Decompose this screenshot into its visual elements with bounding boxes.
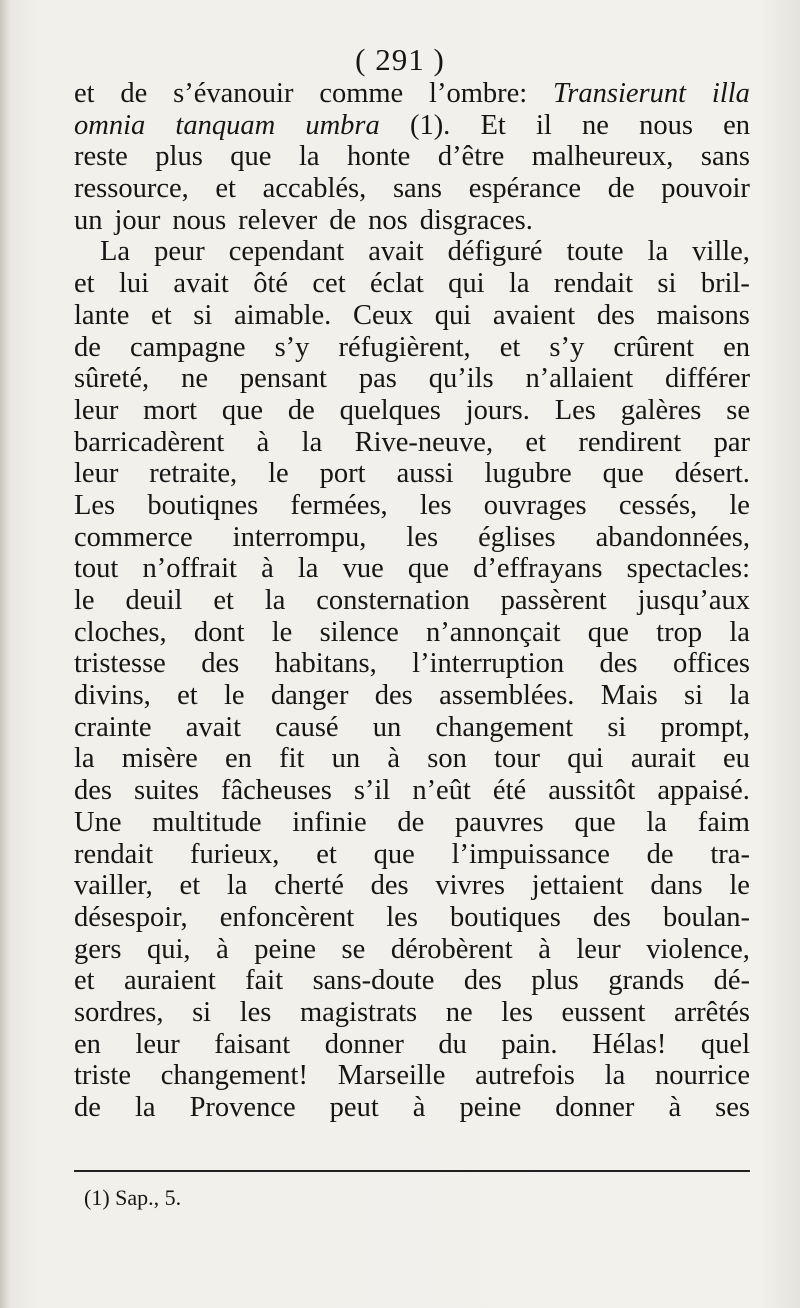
- word: crainte: [74, 711, 152, 743]
- word: bril-: [700, 268, 750, 300]
- text-line: [74, 1029, 750, 1061]
- text-line: [74, 490, 750, 522]
- page-edge-shadow: [0, 0, 10, 1308]
- word: eu: [722, 743, 750, 775]
- text-line: [74, 807, 750, 839]
- word: nous: [639, 109, 693, 141]
- word: à: [412, 1092, 426, 1123]
- text-line: [74, 1060, 750, 1092]
- word: cherté: [274, 870, 344, 902]
- word: à: [538, 933, 551, 965]
- word: les: [501, 996, 533, 1028]
- word: le: [729, 489, 750, 521]
- word: qui: [567, 743, 604, 775]
- word: relever: [238, 204, 318, 236]
- word: les: [406, 521, 439, 553]
- word: multitude: [152, 806, 262, 838]
- word: eussent: [561, 996, 646, 1028]
- word: jusqu’aux: [637, 585, 750, 616]
- text-line: [74, 395, 750, 427]
- word: à: [387, 743, 401, 775]
- word: Marseille: [337, 1060, 446, 1092]
- word: nous: [172, 204, 227, 236]
- word: l’interruption: [412, 648, 565, 680]
- page-number: ( 291 ): [355, 42, 445, 77]
- word: Rive-neuve,: [354, 426, 494, 458]
- word: grands: [608, 965, 685, 997]
- word: silence: [319, 616, 399, 648]
- word: des: [592, 901, 631, 933]
- word: de: [607, 173, 635, 205]
- word: les: [239, 996, 272, 1028]
- word: auraient: [123, 965, 216, 997]
- word: vailler,: [74, 870, 153, 902]
- word: des: [374, 680, 413, 712]
- word: et: [499, 331, 521, 363]
- word: illa: [711, 78, 750, 109]
- word: à: [261, 553, 274, 585]
- word: ne: [582, 109, 609, 141]
- word: éclat: [369, 268, 424, 300]
- word: leur: [74, 458, 119, 490]
- word: lugubre: [484, 458, 572, 490]
- word: un: [372, 711, 402, 743]
- word: aurait: [630, 743, 696, 775]
- word: aimable.: [233, 299, 332, 331]
- word: enfoncèrent: [219, 901, 355, 933]
- word: à: [668, 1092, 682, 1123]
- word: Transierunt: [553, 78, 687, 109]
- word: la: [74, 743, 95, 775]
- word: réfugièrent,: [338, 331, 471, 363]
- word: malheureux,: [531, 141, 674, 173]
- word: boutiques: [449, 901, 561, 933]
- word: omnia: [74, 109, 146, 141]
- word: les: [386, 901, 418, 933]
- word: magistrats: [299, 996, 418, 1028]
- word: que: [407, 553, 450, 585]
- word: n’allaient: [525, 363, 634, 395]
- word: désert.: [674, 458, 750, 490]
- word: passèrent: [500, 585, 607, 616]
- word: et: [74, 268, 95, 300]
- word: sans: [392, 173, 443, 205]
- word: des: [370, 870, 409, 902]
- text-line: [74, 78, 750, 110]
- word: la: [729, 680, 750, 712]
- word: avait: [173, 268, 229, 300]
- word: leur: [576, 933, 621, 965]
- word: pain.: [501, 1028, 558, 1060]
- word: nos: [368, 204, 408, 236]
- word: sans: [700, 141, 750, 173]
- word: quel: [700, 1028, 750, 1060]
- word: jours.: [465, 394, 530, 426]
- word: différer: [665, 363, 750, 395]
- word: comme: [319, 78, 404, 109]
- word: divins,: [74, 680, 151, 712]
- word: retraite,: [149, 458, 238, 490]
- text-line: [74, 300, 750, 332]
- word: peur: [154, 236, 205, 268]
- word: cessés,: [618, 489, 698, 521]
- word: et: [151, 299, 172, 331]
- word: dont: [193, 616, 245, 648]
- word: des: [463, 965, 502, 997]
- word: appaisé.: [657, 775, 750, 807]
- text-line: [74, 775, 750, 807]
- word: pensant: [239, 363, 327, 395]
- word: autrefois: [475, 1060, 575, 1092]
- word: misère: [121, 743, 198, 775]
- word: la: [298, 141, 320, 173]
- word: de: [646, 838, 674, 870]
- word: il: [535, 109, 552, 141]
- text-line: [74, 205, 750, 237]
- word: de: [74, 331, 101, 363]
- word: un: [331, 743, 361, 775]
- word: en: [224, 743, 252, 775]
- word: que: [221, 394, 263, 426]
- word: violence,: [646, 933, 750, 965]
- text-line: [74, 712, 750, 744]
- word: la: [134, 1092, 156, 1123]
- word: des: [599, 648, 638, 680]
- word: toute: [566, 236, 624, 268]
- word: changement!: [160, 1060, 308, 1092]
- word: de: [287, 394, 315, 426]
- word: maisons: [656, 299, 750, 331]
- word: le: [224, 680, 245, 712]
- body-text: [74, 78, 750, 1124]
- word: n’eût: [412, 775, 471, 807]
- text-line: [74, 110, 750, 142]
- word: gers: [74, 933, 122, 965]
- word: que: [373, 838, 415, 870]
- text-line: [74, 1092, 750, 1124]
- word: en: [74, 1028, 101, 1060]
- word: consternation: [316, 585, 470, 616]
- word: et: [74, 965, 95, 997]
- word: de: [329, 204, 357, 236]
- word: que: [602, 458, 644, 490]
- word: prompt,: [660, 711, 750, 743]
- word: la: [301, 426, 323, 458]
- word: honte: [347, 141, 411, 173]
- word: désespoir,: [74, 901, 188, 933]
- word: cloches,: [74, 616, 167, 648]
- word: un: [74, 204, 103, 236]
- word: et: [74, 78, 95, 109]
- word: de: [397, 806, 425, 838]
- word: de: [120, 78, 148, 109]
- word: offices: [672, 648, 750, 680]
- word: ne: [445, 996, 473, 1028]
- word: la: [604, 1060, 626, 1092]
- text-line: [74, 363, 750, 395]
- word: peine: [254, 933, 316, 965]
- word: qui: [448, 268, 485, 300]
- word: la: [508, 268, 530, 300]
- word: crûrent: [613, 331, 695, 363]
- word: leur: [74, 394, 119, 426]
- word: avait: [185, 711, 242, 743]
- text-line: [74, 585, 750, 617]
- word: par: [713, 426, 750, 458]
- word: pas: [358, 363, 397, 395]
- text-line: [74, 902, 750, 934]
- word: mort: [143, 394, 197, 426]
- word: ôté: [253, 268, 289, 300]
- word: fit: [279, 743, 305, 775]
- word: faisant: [214, 1028, 291, 1060]
- word: donner: [324, 1028, 404, 1060]
- word: et: [177, 680, 198, 712]
- word: triste: [74, 1060, 131, 1092]
- word: et: [213, 585, 234, 616]
- word: se: [726, 394, 750, 426]
- word: et: [215, 173, 236, 205]
- text-line: [74, 839, 750, 871]
- word: de: [74, 1092, 101, 1123]
- word: port: [319, 458, 366, 490]
- word: galères: [620, 394, 702, 426]
- word: plus: [531, 965, 579, 997]
- word: danger: [270, 680, 349, 712]
- word: La: [100, 236, 131, 268]
- text-line: [74, 870, 750, 902]
- word: campagne: [129, 331, 246, 363]
- word: si: [193, 299, 213, 331]
- word: si: [192, 996, 212, 1028]
- word: le: [268, 458, 289, 490]
- word: et: [316, 838, 337, 870]
- text-line: [74, 141, 750, 173]
- word: l’impuissance: [451, 838, 610, 870]
- word: (1).: [409, 109, 451, 141]
- word: nourrice: [655, 1060, 750, 1092]
- word: barricadèrent: [74, 426, 225, 458]
- text-line: [74, 617, 750, 649]
- word: si: [607, 711, 627, 743]
- word: espérance: [468, 173, 582, 205]
- word: causé: [275, 711, 339, 743]
- word: plus: [155, 141, 203, 173]
- word: changement: [435, 711, 574, 743]
- word: cependant: [228, 236, 345, 268]
- word: des: [201, 648, 240, 680]
- word: les: [419, 489, 452, 521]
- word: que: [230, 141, 272, 173]
- word: le: [74, 585, 95, 616]
- word: des: [596, 299, 635, 331]
- word: été: [492, 775, 527, 807]
- word: n’annonçait: [425, 616, 561, 648]
- word: avaient: [492, 299, 576, 331]
- word: en: [723, 109, 750, 141]
- word: en: [723, 331, 750, 363]
- text-line: [74, 522, 750, 554]
- text-line: [74, 458, 750, 490]
- word: lui: [118, 268, 150, 300]
- word: qui: [434, 299, 472, 331]
- word: églises: [478, 521, 556, 553]
- text-line: [74, 553, 750, 585]
- word: l’ombre:: [429, 78, 528, 109]
- word: vue: [342, 553, 384, 585]
- word: et: [525, 426, 546, 458]
- word: trop: [656, 616, 703, 648]
- word: spectacles:: [626, 553, 750, 585]
- word: la: [646, 806, 667, 838]
- word: ressource,: [74, 173, 189, 205]
- text-line: [74, 743, 750, 775]
- word: que: [587, 616, 629, 648]
- word: à: [216, 933, 229, 965]
- word: peine: [459, 1092, 522, 1123]
- word: abandonnées,: [595, 521, 750, 553]
- text-line: [74, 268, 750, 300]
- text-line: [74, 997, 750, 1029]
- word: Hélas!: [592, 1028, 667, 1060]
- word: à: [256, 426, 270, 458]
- footnote-divider: [74, 1170, 750, 1172]
- text-line: [74, 332, 750, 364]
- word: reste: [74, 141, 128, 173]
- word: rendirent: [578, 426, 682, 458]
- word: qu’ils: [428, 363, 494, 395]
- word: cet: [312, 268, 346, 300]
- word: son: [427, 743, 467, 775]
- word: tristesse: [74, 648, 166, 680]
- word: Ceux: [352, 299, 414, 331]
- word: s’y: [549, 331, 585, 363]
- text-line: [74, 427, 750, 459]
- word: ses: [715, 1092, 750, 1123]
- word: umbra: [305, 109, 380, 141]
- word: lante: [74, 299, 130, 331]
- word: sordres,: [74, 996, 164, 1028]
- word: leur: [135, 1028, 180, 1060]
- word: dé-: [713, 965, 750, 997]
- word: donner: [555, 1092, 635, 1123]
- word: furieux,: [189, 838, 280, 870]
- word: Les: [74, 489, 116, 521]
- word: fâcheuses: [221, 775, 332, 807]
- word: aussi: [396, 458, 454, 490]
- word: la: [226, 870, 248, 902]
- word: rendait: [74, 838, 154, 870]
- word: fermées,: [290, 489, 388, 521]
- word: boutiqnes: [147, 489, 259, 521]
- word: Et: [480, 109, 506, 141]
- word: du: [438, 1028, 467, 1060]
- word: des: [74, 775, 112, 807]
- word: sûreté,: [74, 363, 150, 395]
- word: faim: [697, 806, 750, 838]
- word: si: [657, 268, 677, 300]
- word: assemblées.: [439, 680, 575, 712]
- word: qui,: [147, 933, 191, 965]
- word: se: [341, 933, 366, 965]
- word: arrêtés: [674, 996, 750, 1028]
- footnote: (1) Sap., 5.: [84, 1185, 182, 1210]
- word: d’être: [437, 141, 505, 173]
- text-line: [74, 648, 750, 680]
- word: avait: [368, 236, 424, 268]
- word: sans-doute: [312, 965, 435, 997]
- word: jour: [114, 204, 161, 236]
- word: jettaient: [531, 870, 624, 902]
- word: deuil: [125, 585, 183, 616]
- word: Une: [74, 806, 122, 838]
- word: pouvoir: [661, 173, 750, 205]
- word: habitans,: [274, 648, 377, 680]
- word: tout: [74, 553, 119, 585]
- text-line: [74, 934, 750, 966]
- word: la: [297, 553, 319, 585]
- text-line: [74, 236, 750, 268]
- word: Mais: [600, 680, 658, 712]
- word: pauvres: [455, 806, 544, 838]
- word: suites: [134, 775, 199, 807]
- word: ouvrages: [483, 489, 587, 521]
- word: défiguré: [447, 236, 543, 268]
- word: rendait: [553, 268, 634, 300]
- word: dans: [650, 870, 703, 902]
- word: quelques: [339, 394, 441, 426]
- word: dérobèrent: [390, 933, 513, 965]
- word: d’effrayans: [473, 553, 603, 585]
- word: le: [729, 870, 750, 902]
- word: s’y: [274, 331, 310, 363]
- word: s’il: [353, 775, 391, 807]
- word: la: [729, 616, 750, 648]
- text-line: [74, 680, 750, 712]
- word: tour: [494, 743, 540, 775]
- word: tanquam: [175, 109, 276, 141]
- word: n’offrait: [142, 553, 237, 585]
- word: peut: [329, 1092, 379, 1123]
- text-line: [74, 965, 750, 997]
- word: aussitôt: [548, 775, 636, 807]
- word: accablés,: [262, 173, 367, 205]
- text-line: [74, 173, 750, 205]
- word: commerce: [74, 521, 193, 553]
- word: boulan-: [662, 901, 750, 933]
- word: infinie: [292, 806, 367, 838]
- word: vivres: [435, 870, 506, 902]
- word: fait: [245, 965, 284, 997]
- word: ne: [181, 363, 208, 395]
- word: tra-: [710, 838, 750, 870]
- word: interrompu,: [232, 521, 367, 553]
- word: s’évanouir: [173, 78, 294, 109]
- word: le: [271, 616, 293, 648]
- word: disgraces.: [419, 204, 533, 236]
- word: si: [684, 680, 704, 712]
- word: Provence: [189, 1092, 296, 1123]
- word: et: [179, 870, 201, 902]
- word: la: [647, 236, 669, 268]
- word: que: [574, 806, 616, 838]
- word: Les: [554, 394, 596, 426]
- word: la: [264, 585, 286, 616]
- word: ville,: [692, 236, 750, 268]
